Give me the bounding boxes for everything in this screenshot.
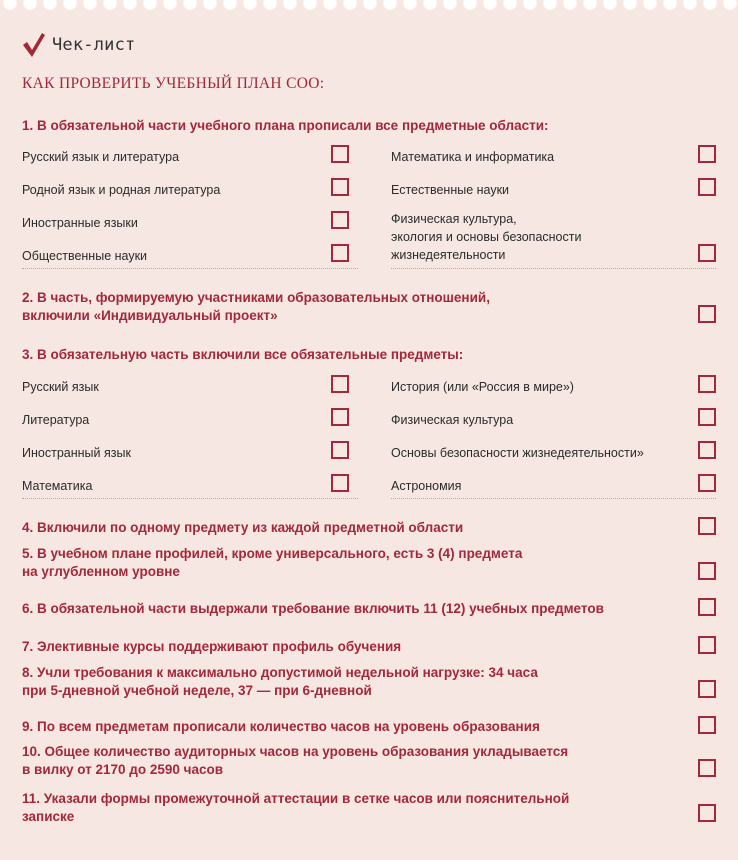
section-1-divider-right — [391, 268, 716, 269]
section-7-heading: 7. Элективные курсы поддерживают профиль обучения — [22, 639, 402, 654]
item-math-informatics: Математика и информатика — [391, 150, 555, 164]
checkbox-interim-assessment[interactable] — [698, 804, 716, 822]
item-physical-culture-line1: Физическая культура, — [391, 212, 517, 226]
checkbox-physical-culture[interactable] — [698, 408, 716, 426]
item-foreign-language: Иностранный язык — [22, 446, 131, 460]
item-foreign-languages: Иностранные языки — [22, 216, 138, 230]
checkbox-physical-culture-ecology[interactable] — [698, 244, 716, 262]
checkbox-life-safety[interactable] — [698, 441, 716, 459]
checklist-title: Чек-лист — [52, 35, 136, 55]
checkbox-history[interactable] — [698, 375, 716, 393]
item-life-safety: Основы безопасности жизнедеятельности» — [391, 446, 644, 460]
checkbox-hours-per-subject[interactable] — [698, 716, 716, 734]
checkbox-foreign-language[interactable] — [331, 441, 349, 459]
checkmark-icon — [22, 32, 46, 58]
checkbox-russian-literature[interactable] — [331, 145, 349, 163]
item-physical-culture-line2: экология и основы безопасности — [391, 230, 582, 244]
item-russian-literature: Русский язык и литература — [22, 150, 180, 164]
item-history: История (или «Россия в мире») — [391, 380, 574, 394]
section-10-heading-line1: 10. Общее количество аудиторных часов на уровень образования укладывается — [22, 744, 569, 759]
checklist-subtitle: КАК ПРОВЕРИТЬ УЧЕБНЫЙ ПЛАН СОО: — [22, 75, 325, 92]
checkbox-total-hours[interactable] — [698, 759, 716, 777]
checkbox-mathematics[interactable] — [331, 474, 349, 492]
item-mathematics: Математика — [22, 479, 93, 493]
section-8-heading-line2: при 5-дневной учебной неделе, 37 — при 6-дневной — [22, 683, 372, 698]
section-3-divider-left — [22, 498, 358, 499]
checkbox-foreign-languages[interactable] — [331, 211, 349, 229]
item-astronomy: Астрономия — [391, 479, 462, 493]
section-2-heading-line1: 2. В часть, формируемую участниками образовательных отношений, — [22, 290, 490, 305]
checkbox-astronomy[interactable] — [698, 474, 716, 492]
checkbox-natural-sciences[interactable] — [698, 178, 716, 196]
checkbox-math-informatics[interactable] — [698, 145, 716, 163]
checkbox-one-subject-per-area[interactable] — [698, 517, 716, 535]
item-natural-sciences: Естественные науки — [391, 183, 510, 197]
section-5-heading-line2: на углубленном уровне — [22, 564, 180, 579]
checkbox-elective-courses[interactable] — [698, 636, 716, 654]
section-1-heading: 1. В обязательной части учебного плана прописали все предметные области: — [22, 118, 549, 133]
item-literature: Литература — [22, 413, 90, 427]
section-11-heading-line2: записке — [22, 809, 75, 824]
item-russian-language: Русский язык — [22, 380, 99, 394]
item-physical-culture: Физическая культура — [391, 413, 514, 427]
item-physical-culture-line3: жизнедеятельности — [391, 248, 506, 262]
checkbox-advanced-subjects[interactable] — [698, 562, 716, 580]
section-11-heading-line1: 11. Указали формы промежуточной аттестации в сетке часов или пояснительной — [22, 791, 570, 806]
checkbox-native-language[interactable] — [331, 178, 349, 196]
checkbox-social-sciences[interactable] — [331, 244, 349, 262]
checkbox-literature[interactable] — [331, 408, 349, 426]
section-2-heading-line2: включили «Индивидуальный проект» — [22, 308, 278, 323]
section-3-divider-right — [391, 498, 716, 499]
punched-holes-border — [0, 0, 738, 18]
item-social-sciences: Общественные науки — [22, 249, 148, 263]
checklist-header — [22, 32, 135, 58]
checkbox-subject-count[interactable] — [698, 598, 716, 616]
section-6-heading: 6. В обязательной части выдержали требование включить 11 (12) учебных предметов — [22, 601, 604, 616]
section-10-heading-line2: в вилку от 2170 до 2590 часов — [22, 762, 224, 777]
section-3-heading: 3. В обязательную часть включили все обязательные предметы: — [22, 347, 464, 362]
checkbox-individual-project[interactable] — [698, 305, 716, 323]
section-5-heading-line1: 5. В учебном плане профилей, кроме универсального, есть 3 (4) предмета — [22, 546, 523, 561]
checkbox-russian-language[interactable] — [331, 375, 349, 393]
section-1-divider-left — [22, 268, 358, 269]
section-9-heading: 9. По всем предметам прописали количество часов на уровень образования — [22, 719, 540, 734]
checkbox-weekly-load[interactable] — [698, 680, 716, 698]
item-native-language: Родной язык и родная литература — [22, 183, 221, 197]
section-4-heading: 4. Включили по одному предмету из каждой предметной области — [22, 520, 464, 535]
section-8-heading-line1: 8. Учли требования к максимально допустимой недельной нагрузке: 34 часа — [22, 665, 538, 680]
